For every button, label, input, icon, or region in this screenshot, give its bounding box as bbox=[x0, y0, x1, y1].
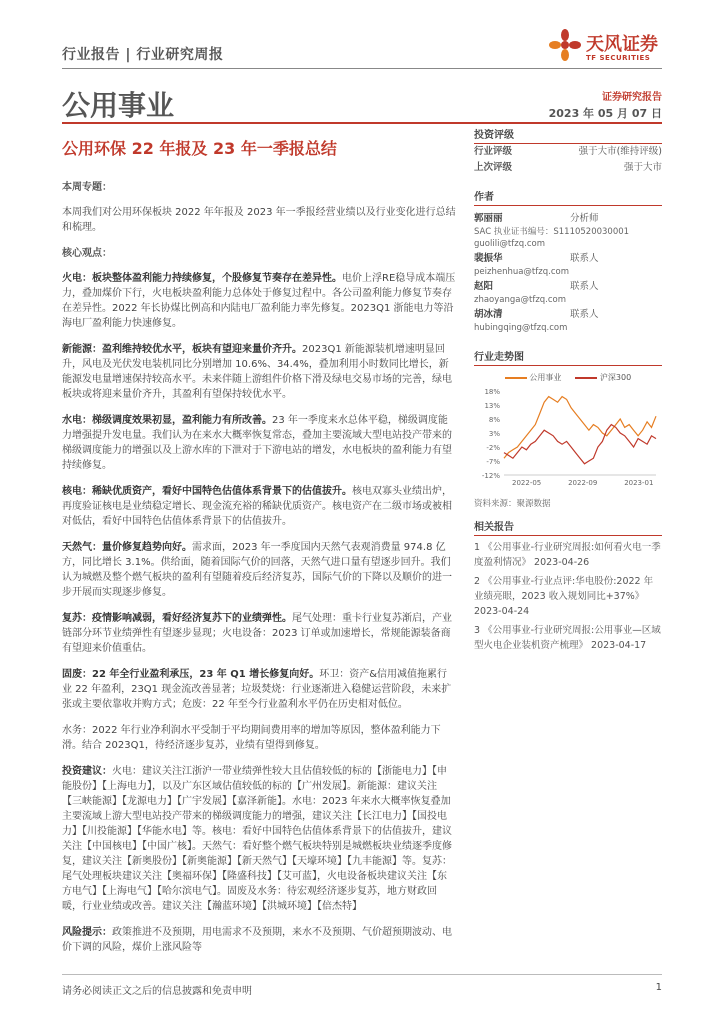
main-content bbox=[62, 180, 456, 966]
paragraph bbox=[62, 540, 456, 600]
related-box bbox=[474, 518, 662, 653]
logo-text: 天风证券 bbox=[586, 34, 658, 55]
topic-text: 本周我们对公用环保板块 2022 年年报及 2023 年一季报经营业绩以及行业变化进行总结和梳理。 bbox=[62, 207, 456, 233]
author-cert: SAC 执业证书编号：S1110520030001 bbox=[474, 227, 630, 237]
footer-divider bbox=[62, 974, 662, 975]
tf-logo-icon bbox=[548, 28, 582, 62]
paragraph-lead: 固废：22 年全行业盈利承压，23 年 Q1 增长修复向好。 bbox=[62, 669, 320, 680]
related-report[interactable]: 3 《公用事业-行业研究周报:公用事业—区域型火电企业装机资产梳理》 2023-04-17 bbox=[474, 625, 661, 651]
paragraph bbox=[62, 925, 456, 955]
page-number: 1 bbox=[655, 982, 662, 993]
paragraph bbox=[62, 413, 456, 473]
y-tick-label: -12% bbox=[481, 472, 500, 480]
related-report[interactable]: 2 《公用事业-行业点评:华电股份:2022 年业绩亮眼，2023 收入规划同比+37%》 2023-04-24 bbox=[474, 576, 654, 617]
logo bbox=[548, 28, 582, 62]
paragraph-lead: 水电：梯级调度效果初显，盈利能力有所改善。 bbox=[62, 415, 272, 426]
author-name: 郭丽丽 bbox=[474, 213, 503, 224]
trend-box bbox=[474, 348, 662, 510]
trend-heading: 行业走势图 bbox=[474, 348, 662, 366]
paragraph-lead: 核电：稀缺优质资产，看好中国特色估值体系背景下的估值拔升。 bbox=[62, 486, 352, 497]
paragraph-text: 23 年一季度来水总体平稳，梯级调度能力增强提升发电量。我们认为在来水大概率恢复常态，叠加主要流域大型电站投产带来的梯级调度能力的增强以及上游水库的下泄对于下游电站的增发，水电板块的盈利能力有望持续修复。 bbox=[62, 415, 452, 471]
rating-value: 强于大市 bbox=[623, 162, 662, 173]
paragraph-text: 电价上浮RE稳导成本端压力，叠加煤价下行，火电板块盈利能力总体处于修复过程中。各公司盈利能力修复节奏存在差异性。2022 年长协煤比例高和内陆电厂盈利能力率先修复。2023Q1 浙能电力等沿海电厂盈利能力快速修复。 bbox=[62, 273, 456, 329]
sector-title: 公用事业 bbox=[62, 89, 175, 122]
paragraph bbox=[62, 484, 456, 529]
rating-box bbox=[474, 126, 662, 176]
core-heading: 核心观点： bbox=[62, 248, 112, 259]
paragraph-lead: 天然气：量价修复趋势向好。 bbox=[62, 542, 192, 553]
paragraph-text: 环卫：资产&信用减值拖累行业 22 年盈利，23Q1 现金流改善显著；垃圾焚烧：行业逐渐进入稳健运营阶段，未来扩张或主要依靠收并购方式；危废：22 年至今行业盈利水平仍在历史相对低位。 bbox=[62, 669, 452, 710]
y-tick-label: 18% bbox=[484, 388, 500, 396]
author-box bbox=[474, 188, 662, 334]
author bbox=[474, 252, 662, 278]
related-report[interactable]: 1 《公用事业-行业研究周报:如何看火电一季度盈利情况》 2023-04-26 bbox=[474, 542, 661, 568]
paragraph-text: 2023Q1 新能源装机增速明显回升，风电及光伏发电装机同比分别增加 10.6%、34.4%，叠加利用小时数同比增长，新能源发电量增速保持较高水平。未来伴随上游组件价格下滑及绿电交易市场的完善，绿电板块或将迎来量价齐升，其盈利有望保持较优水平。 bbox=[62, 344, 452, 400]
logo-subtext: TF SECURITIES bbox=[586, 54, 651, 62]
paragraph-lead: 新能源：盈利维持较优水平，板块有望迎来量价齐升。 bbox=[62, 344, 302, 355]
y-tick-label: 3% bbox=[488, 430, 500, 438]
paragraph-lead: 火电：板块整体盈利能力持续修复，个股修复节奏存在差异性。 bbox=[62, 273, 342, 284]
report-date: 2023 年 05 月 07 日 bbox=[548, 107, 662, 120]
footer-disclaimer: 请务必阅读正文之后的信息披露和免责申明 bbox=[62, 986, 252, 997]
legend-swatch bbox=[505, 377, 527, 379]
rating-key: 上次评级 bbox=[474, 162, 513, 173]
y-tick-label: 13% bbox=[484, 402, 500, 410]
trend-chart bbox=[474, 383, 662, 493]
topic-heading: 本周专题： bbox=[62, 182, 112, 193]
rating-value: 强于大市(维持评级) bbox=[578, 146, 662, 157]
paragraph-text: 水务：2022 年行业净利润水平受制于平均期间费用率的增加等原因，整体盈利能力下滑。结合 2023Q1，待经济逐步复苏，业绩有望得到修复。 bbox=[62, 725, 441, 751]
x-tick-label: 2023-01 bbox=[624, 479, 654, 487]
author bbox=[474, 308, 662, 334]
paragraph-text: 尾气处理：重卡行业复苏渐启，产业链部分环节业绩弹性有望逐步显现；火电设备：2023 订单或加速增长，常规能源装备商有望迎来价值重估。 bbox=[62, 613, 452, 654]
paragraph bbox=[62, 764, 456, 914]
paragraph-text: 政策推进不及预期，用电需求不及预期，来水不及预期、气价超预期波动、电价下调的风险，煤价上涨风险等 bbox=[62, 927, 452, 953]
report-title: 公用环保 22 年报及 23 年一季报总结 bbox=[62, 139, 337, 158]
author-role: 联系人 bbox=[570, 253, 599, 264]
legend-item bbox=[505, 372, 562, 383]
rating-row bbox=[474, 144, 662, 160]
report-kind: 证券研究报告 bbox=[602, 92, 662, 103]
paragraph bbox=[62, 342, 456, 402]
legend-item bbox=[575, 372, 631, 383]
legend-label: 沪深300 bbox=[599, 373, 632, 382]
paragraph bbox=[62, 271, 456, 331]
related-heading: 相关报告 bbox=[474, 518, 662, 536]
report-type: 行业报告 | 行业研究周报 bbox=[62, 47, 224, 63]
author-email[interactable]: zhaoyanga@tfzq.com bbox=[474, 295, 567, 305]
author-email[interactable]: peizhenhua@tfzq.com bbox=[474, 267, 569, 277]
x-tick-label: 2022-05 bbox=[512, 479, 542, 487]
rating-key: 行业评级 bbox=[474, 146, 513, 157]
author-name: 胡冰清 bbox=[474, 309, 503, 320]
legend-label: 公用事业 bbox=[529, 373, 562, 382]
paragraph bbox=[62, 611, 456, 656]
paragraph bbox=[62, 723, 456, 753]
author-email[interactable]: guolili@tfzq.com bbox=[474, 239, 545, 249]
paragraph-text: 核电双寡头业绩出炉，再度验证核电是业绩稳定增长、现金流充裕的稀缺优质资产。核电资产在二级市场或被相对低估，看好中国特色估值体系背景下的估值拔升。 bbox=[62, 486, 452, 527]
chart-source: 资料来源：聚源数据 bbox=[474, 499, 551, 509]
paragraph bbox=[62, 667, 456, 712]
paragraph-text: 需求面，2023 年一季度国内天然气表观消费量 974.8 亿方，同比增长 3.1%。供给面，随着国际气价的回落，天然气进口量有望逐步回升。我们认为城燃及整个燃气板块的盈利有望随着疫后经济复苏，国际气价的下降以及顺价的进一步开展而实现逐步修复。 bbox=[62, 542, 452, 598]
author bbox=[474, 280, 662, 306]
paragraph-lead: 复苏：疫情影响减弱，看好经济复苏下的业绩弹性。 bbox=[62, 613, 292, 624]
x-tick-label: 2022-09 bbox=[568, 479, 598, 487]
paragraph-list bbox=[62, 271, 456, 955]
y-tick-label: 8% bbox=[488, 416, 500, 424]
author-role: 联系人 bbox=[570, 309, 599, 320]
title-divider bbox=[62, 122, 662, 124]
y-tick-label: -7% bbox=[486, 458, 500, 466]
author-email[interactable]: hubingqing@tfzq.com bbox=[474, 323, 568, 333]
chart-legend bbox=[474, 372, 662, 383]
author-role: 分析师 bbox=[570, 213, 599, 224]
author-role: 联系人 bbox=[570, 281, 599, 292]
author-name: 赵阳 bbox=[474, 281, 494, 292]
header-divider bbox=[62, 68, 662, 69]
paragraph-text: 火电：建议关注江浙沪一带业绩弹性较大且估值较低的标的【浙能电力】【申能股份】【上海电力】，以及广东区域估值较低的标的【广州发展】。新能源：建议关注【三峡能源】【龙源电力】【广宇发展】【嘉泽新能】。水电：2023 年来水大概率恢复叠加主要流域上游大型电站投产带来的梯级调度能力的增强，建议关注【长江电力】【国投电力】【川投能源】【华能水电】等。核电：看好中国特色估值体系背景下的估值拔升，建议关注【中国核电】【中国广核】。天然气：看好整个燃气板块特别是城燃板块业绩逐季度修复，建议关注【新奥股份】【新奥能源】【新天然气】【天壕环境】【九丰能源】等。复苏：尾气处理板块建议关注【奥福环保】【隆盛科技】【艾可蓝】，火电设备板块建议关注【东方电气】【上海电气】【哈尔滨电气】。固废及水务：待宏观经济逐步复苏，地方财政回暖，行业业绩或改善。建议关注【瀚蓝环境】【洪城环境】【倍杰特】 bbox=[62, 766, 452, 912]
y-tick-label: -2% bbox=[486, 444, 500, 452]
author-name: 裴振华 bbox=[474, 253, 503, 264]
paragraph-lead: 投资建议： bbox=[62, 766, 112, 777]
rating-heading: 投资评级 bbox=[474, 126, 662, 144]
legend-swatch bbox=[575, 377, 597, 379]
author bbox=[474, 212, 662, 250]
paragraph-lead: 风险提示： bbox=[62, 927, 112, 938]
rating-row bbox=[474, 160, 662, 176]
author-heading: 作者 bbox=[474, 188, 662, 206]
